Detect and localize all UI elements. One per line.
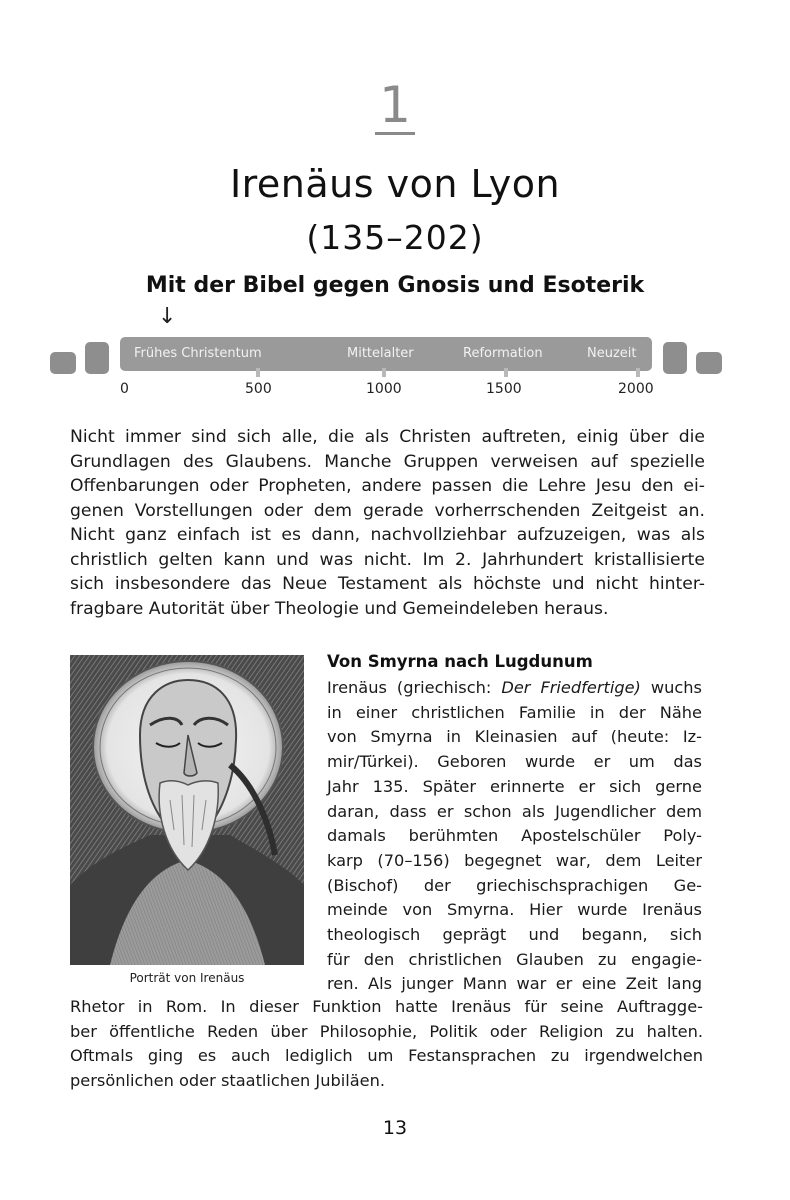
- section-line: ren. Als junger Mann war er eine Zeit lang: [327, 974, 702, 994]
- section-line-end: wuchs: [640, 678, 702, 697]
- timeline-left-block: [85, 342, 109, 374]
- section-line: mir/Türkei). Geboren wurde er um das: [327, 752, 702, 772]
- chapter-years: (135–202): [306, 218, 484, 257]
- section-line: für den christlichen Glauben zu engagie-: [327, 949, 702, 969]
- intro-line: genen Vorstellungen oder dem gerade vorherrschenden Zeitgeist an.: [70, 500, 705, 521]
- section-line: damals berühmten Apostelschüler Poly-: [327, 826, 702, 846]
- section-line: (Bischof) der griechischsprachigen Ge-: [327, 875, 702, 895]
- timeline-year-label: 1000: [366, 381, 402, 397]
- intro-line: christlich gelten kann und was nicht. Im 2. Jahrhundert kristallisierte: [70, 549, 705, 570]
- section-line: daran, dass er schon als Jugendlicher dem: [327, 801, 702, 821]
- section-line: [327, 676, 702, 701]
- intro-paragraph: [70, 425, 705, 621]
- section-line: meinde von Smyrna. Hier wurde Irenäus: [327, 900, 702, 920]
- timeline-left-block-small: [50, 352, 76, 374]
- section-column-text: [327, 676, 702, 997]
- section-line: in einer christlichen Familie in der Nähe: [327, 702, 702, 722]
- timeline-right-block-small: [696, 352, 722, 374]
- timeline-year-label: 1500: [486, 381, 522, 397]
- section-line-start: Irenäus (griechisch:: [327, 678, 502, 697]
- timeline-era-label: Frühes Christentum: [134, 346, 262, 361]
- section-line-italic: Der Friedfertige): [501, 678, 641, 697]
- portrait-illustration: [70, 655, 304, 965]
- section-line: ber öffentliche Reden über Philosophie, Politik oder Religion zu halten.: [70, 1021, 703, 1041]
- timeline-marker-arrow-icon: ↓: [158, 304, 177, 329]
- section-line: karp (70–156) begegnet war, dem Leiter: [327, 850, 702, 870]
- timeline-year-label: 500: [245, 381, 272, 397]
- intro-line: Nicht immer sind sich alle, die als Christen auftreten, einig über die: [70, 427, 705, 447]
- timeline-year-label: 0: [120, 381, 129, 397]
- timeline-year-label: 2000: [618, 381, 654, 397]
- section-line: theologisch geprägt und begann, sich: [327, 925, 702, 945]
- section-line: von Smyrna in Kleinasien auf (heute: Iz-: [327, 727, 702, 747]
- section-line: Oftmals ging es auch lediglich um Festansprachen zu irgendwelchen: [70, 1046, 703, 1066]
- section-heading: Von Smyrna nach Lugdunum: [327, 652, 593, 671]
- section-line: persönlichen oder staatlichen Jubiläen.: [70, 1071, 386, 1091]
- timeline-tick: [504, 368, 508, 377]
- portrait-caption: Porträt von Irenäus: [129, 971, 245, 985]
- section-full-text: [70, 995, 703, 1094]
- chapter-number: 1: [0, 80, 790, 135]
- intro-line: fragbare Autorität über Theologie und Gemeindeleben heraus.: [70, 598, 609, 619]
- page-number: 13: [382, 1117, 408, 1139]
- section-line: Rhetor in Rom. In dieser Funktion hatte Irenäus für seine Auftragge-: [70, 997, 703, 1016]
- chapter-subtitle: Mit der Bibel gegen Gnosis und Esoterik: [145, 273, 645, 298]
- intro-line: Grundlagen des Glaubens. Manche Gruppen verweisen auf spezielle: [70, 451, 705, 472]
- chapter-title: Irenäus von Lyon: [229, 162, 561, 206]
- timeline-tick: [382, 368, 386, 377]
- timeline-right-block: [663, 342, 687, 374]
- portrait-image: [70, 655, 304, 965]
- timeline-tick: [256, 368, 260, 377]
- intro-line: sich insbesondere das Neue Testament als höchste und nicht hinter-: [70, 574, 705, 594]
- intro-line: Offenbarungen oder Propheten, andere passen die Lehre Jesu den ei-: [70, 476, 705, 496]
- timeline-tick: [636, 368, 640, 377]
- timeline-era-label: Mittelalter: [347, 346, 414, 361]
- section-line: Jahr 135. Später erinnerte er sich gerne: [327, 776, 702, 796]
- timeline-era-label: Neuzeit: [587, 346, 637, 361]
- intro-line: Nicht ganz einfach ist es dann, nachvollziehbar aufzuzeigen, was als: [70, 525, 705, 545]
- timeline-era-label: Reformation: [463, 346, 543, 361]
